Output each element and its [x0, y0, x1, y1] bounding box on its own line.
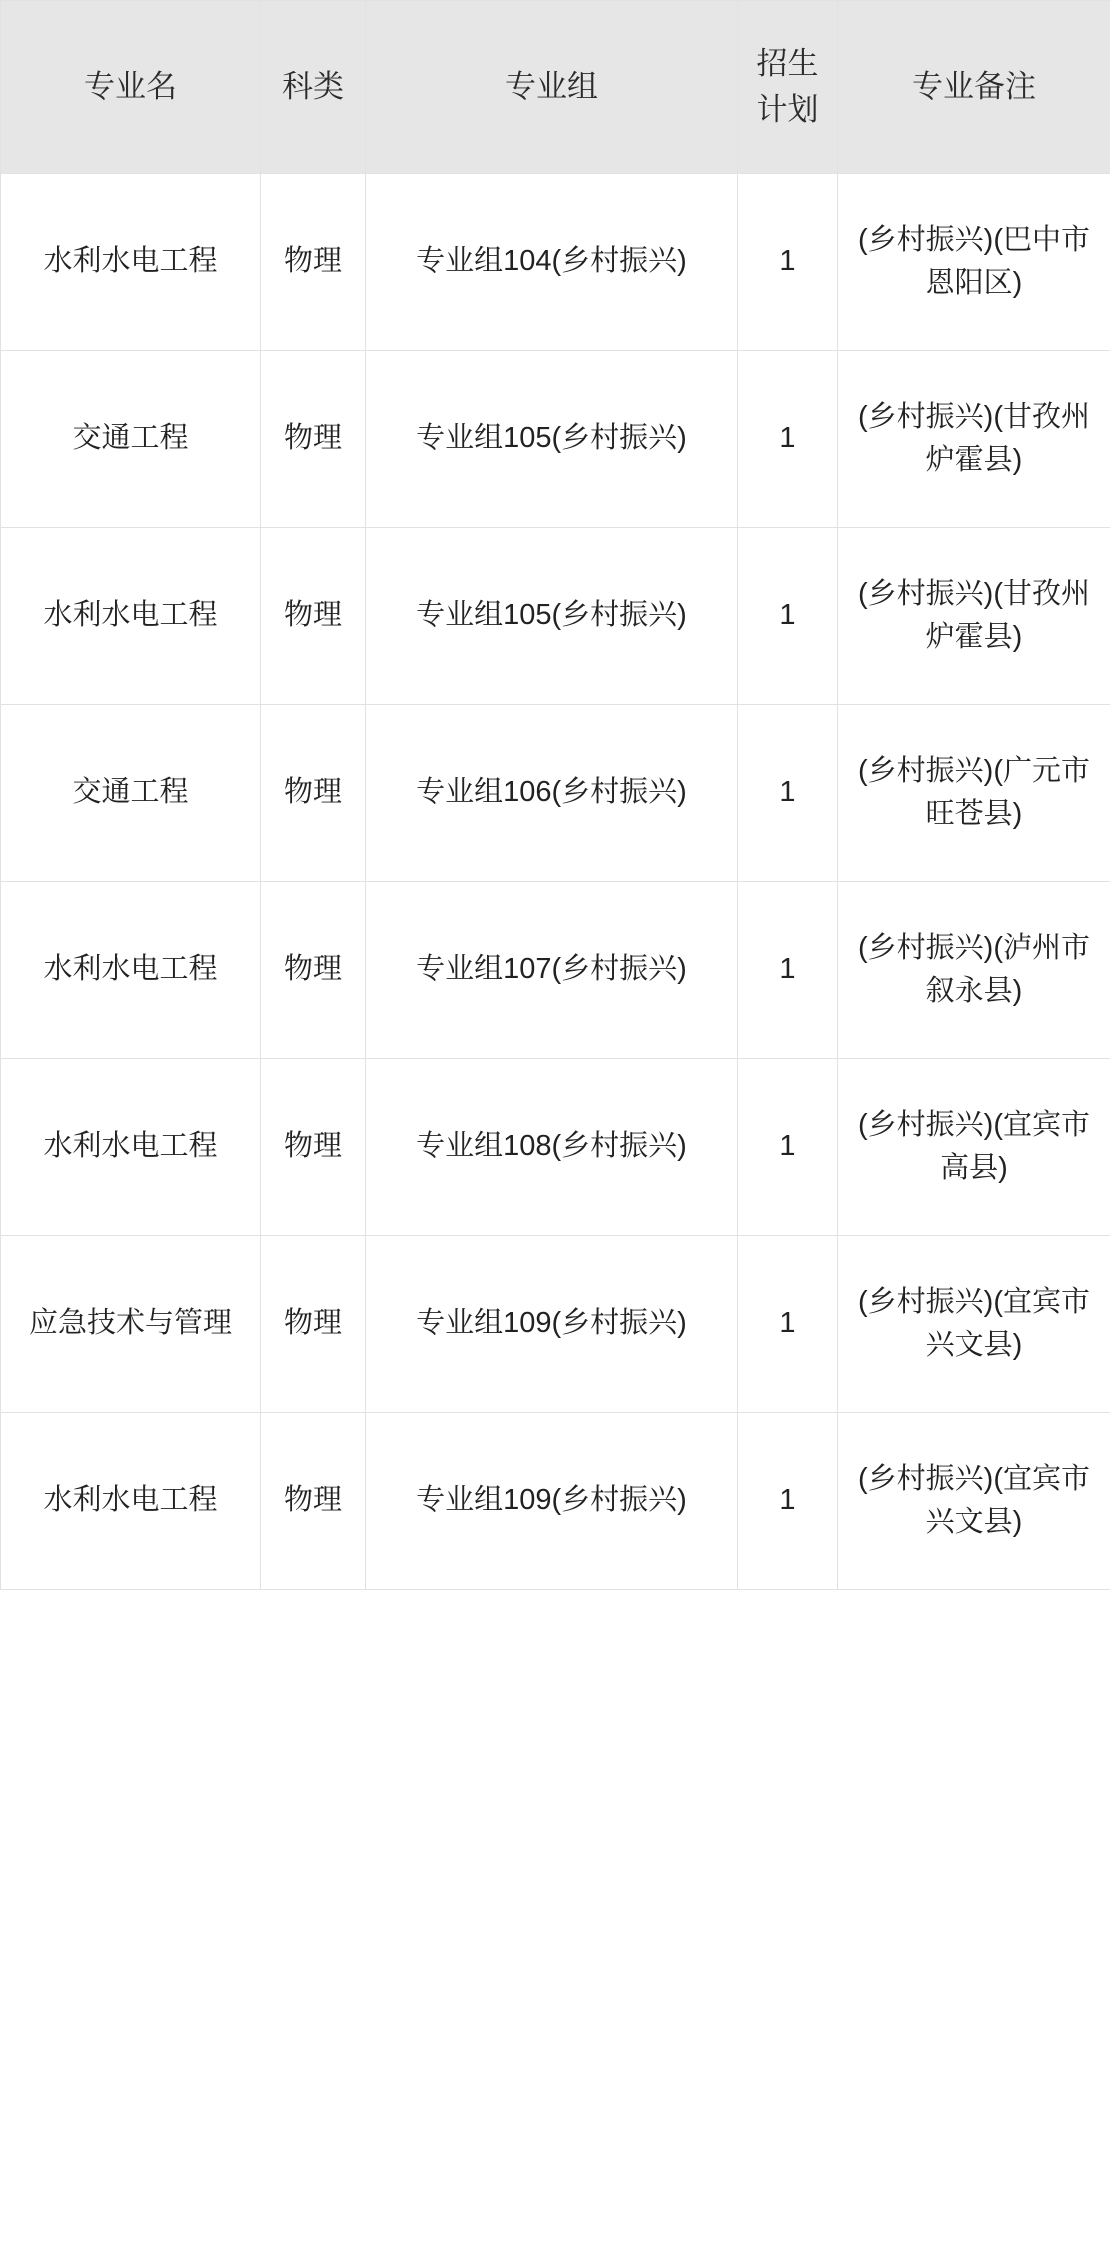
table-row: [1, 1059, 1110, 1236]
cell-group: 专业组109(乡村振兴): [366, 1236, 738, 1413]
table-header-row: [1, 1, 1110, 174]
cell-major: 水利水电工程: [1, 174, 261, 351]
cell-plan: 1: [738, 882, 838, 1059]
table-header: [1, 1, 1110, 174]
table-row: [1, 174, 1110, 351]
cell-group: 专业组109(乡村振兴): [366, 1413, 738, 1590]
cell-major: 应急技术与管理: [1, 1236, 261, 1413]
cell-remark: (乡村振兴)(巴中市恩阳区): [838, 174, 1110, 351]
cell-subject: 物理: [261, 882, 366, 1059]
cell-plan: 1: [738, 1236, 838, 1413]
cell-plan: 1: [738, 1059, 838, 1236]
cell-plan: 1: [738, 351, 838, 528]
column-header-subject: 科类: [261, 1, 366, 174]
cell-subject: 物理: [261, 1236, 366, 1413]
cell-subject: 物理: [261, 1413, 366, 1590]
cell-remark: (乡村振兴)(甘孜州炉霍县): [838, 351, 1110, 528]
cell-group: 专业组104(乡村振兴): [366, 174, 738, 351]
cell-group: 专业组105(乡村振兴): [366, 528, 738, 705]
cell-remark: (乡村振兴)(宜宾市高县): [838, 1059, 1110, 1236]
cell-plan: 1: [738, 174, 838, 351]
cell-remark: (乡村振兴)(宜宾市兴文县): [838, 1413, 1110, 1590]
table-row: [1, 1236, 1110, 1413]
cell-major: 水利水电工程: [1, 1413, 261, 1590]
column-header-remark: 专业备注: [838, 1, 1110, 174]
cell-group: 专业组108(乡村振兴): [366, 1059, 738, 1236]
column-header-major: 专业名: [1, 1, 261, 174]
cell-remark: (乡村振兴)(广元市旺苍县): [838, 705, 1110, 882]
cell-major: 交通工程: [1, 351, 261, 528]
cell-major: 水利水电工程: [1, 1059, 261, 1236]
table-row: [1, 1413, 1110, 1590]
table-body: [1, 174, 1110, 1590]
cell-subject: 物理: [261, 174, 366, 351]
cell-group: 专业组107(乡村振兴): [366, 882, 738, 1059]
cell-group: 专业组105(乡村振兴): [366, 351, 738, 528]
cell-plan: 1: [738, 1413, 838, 1590]
column-header-group: 专业组: [366, 1, 738, 174]
cell-plan: 1: [738, 528, 838, 705]
cell-plan: 1: [738, 705, 838, 882]
cell-remark: (乡村振兴)(甘孜州炉霍县): [838, 528, 1110, 705]
cell-subject: 物理: [261, 351, 366, 528]
cell-remark: (乡村振兴)(泸州市叙永县): [838, 882, 1110, 1059]
cell-group: 专业组106(乡村振兴): [366, 705, 738, 882]
cell-remark: (乡村振兴)(宜宾市兴文县): [838, 1236, 1110, 1413]
cell-subject: 物理: [261, 1059, 366, 1236]
column-header-plan: 招生计划: [738, 1, 838, 174]
table-row: [1, 351, 1110, 528]
table-row: [1, 528, 1110, 705]
cell-major: 水利水电工程: [1, 528, 261, 705]
table-row: [1, 705, 1110, 882]
cell-major: 水利水电工程: [1, 882, 261, 1059]
table-row: [1, 882, 1110, 1059]
cell-major: 交通工程: [1, 705, 261, 882]
cell-subject: 物理: [261, 705, 366, 882]
cell-subject: 物理: [261, 528, 366, 705]
